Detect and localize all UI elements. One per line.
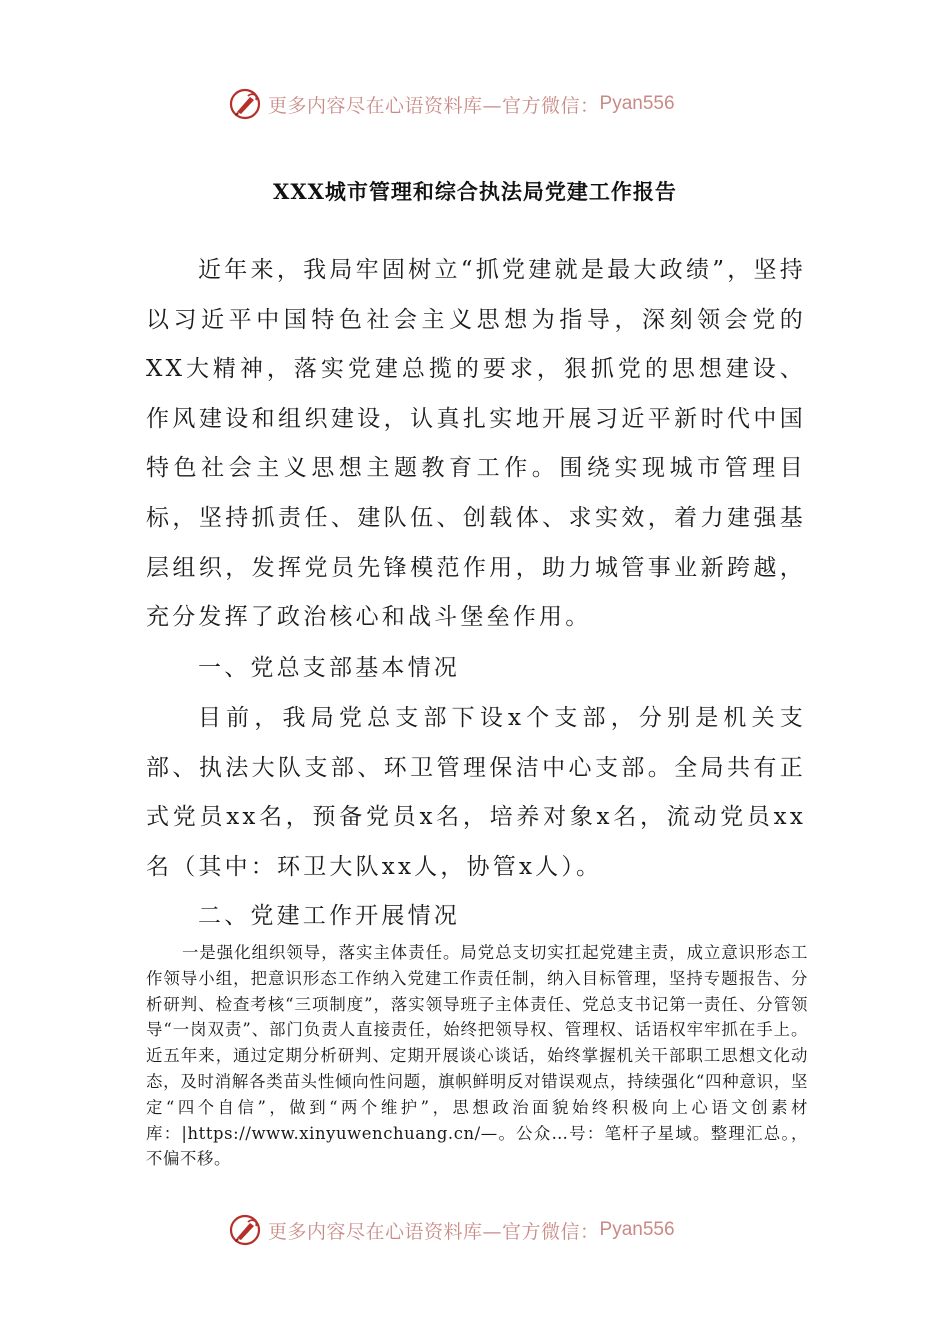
watermark-wechat-id: Pyan556: [599, 93, 675, 114]
footer-watermark: [228, 1210, 748, 1250]
paragraph-intro-block: [146, 246, 806, 643]
section-heading-2-block: [146, 892, 806, 942]
watermark-wechat-id: Pyan556: [599, 1219, 675, 1240]
section-heading-1: 一、党总支部基本情况: [198, 655, 460, 681]
header-watermark: [228, 84, 748, 124]
section-heading-1-block: [146, 644, 806, 694]
watermark-text: 更多内容尽在心语资料库—官方微信：: [268, 1220, 600, 1243]
pen-logo-icon: [228, 1213, 262, 1247]
paragraph-branch-info: 目前，我局党总支部下设x个支部，分别是机关支部、执法大队支部、环卫管理保洁中心支部。全局共有正式党员xx名，预备党员x名，培养对象x名，流动党员xx名（其中：环卫大队xx人，协管x人）。: [146, 705, 806, 880]
watermark-text: 更多内容尽在心语资料库—官方微信：: [268, 94, 600, 117]
paragraph-intro: 近年来，我局牢固树立“抓党建就是最大政绩”，坚持以习近平中国特色社会主义思想为指导，深刻领会党的XX大精神，落实党建总揽的要求，狠抓党的思想建设、作风建设和组织建设，认真扎实地开展习近平新时代中国特色社会主义思想主题教育工作。围绕实现城市管理目标，坚持抓责任、建队伍、创载体、求实效，着力建强基层组织，发挥党员先锋模范作用，助力城管事业新跨越，充分发挥了政治核心和战斗堡垒作用。: [146, 257, 806, 631]
paragraph-work-details: 一是强化组织领导，落实主体责任。局党总支切实扛起党建主责，成立意识形态工作领导小组，把意识形态工作纳入党建工作责任制，纳入目标管理，坚持专题报告、分析研判、检查考核“三项制度”，落实领导班子主体责任、党总支书记第一责任、分管领导“一岗双责”、部门负责人直接责任，始终把领导权、管理权、话语权牢牢抓在手上。近五年来，通过定期分析研判、定期开展谈心谈话，始终掌握机关干部职工思想文化动态，及时消解各类苗头性倾向性问题，旗帜鲜明反对错误观点，持续强化“四种意识，坚定“四个自信”，做到“两个维护”，思想政治面貌始终积极向上心语文创素材库：|https://www.xinyuwenchuang.cn/—。公众…号：笔杆子星域。整理汇总。，不偏不移。: [146, 943, 808, 1169]
document-title: XXX城市管理和综合执法局党建工作报告: [273, 179, 677, 204]
pen-logo-icon: [228, 87, 262, 121]
section-heading-2: 二、党建工作开展情况: [198, 903, 460, 929]
paragraph-branch-info-block: [146, 694, 806, 892]
